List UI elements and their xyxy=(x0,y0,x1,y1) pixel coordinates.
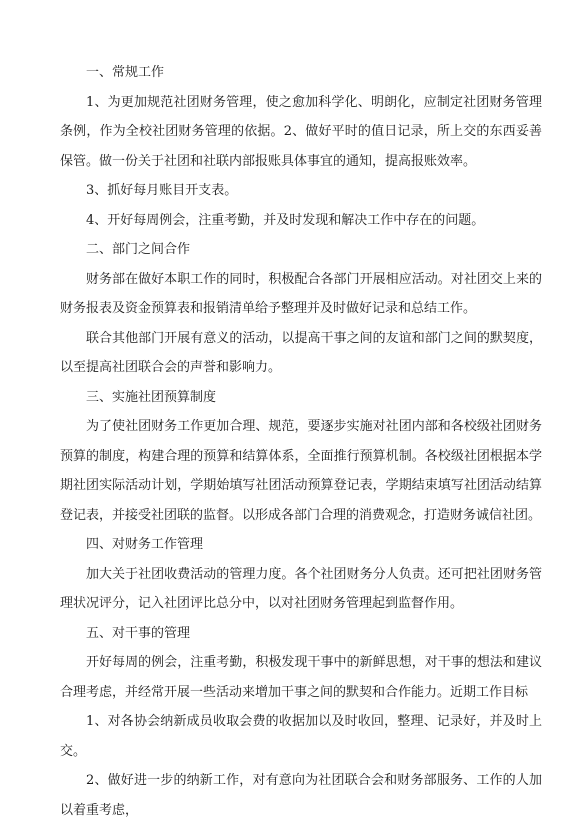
paragraph-membership-fees: 1、对各协会纳新成员收取会费的收据加以及时收回，整理、记录好，并及时上交。 xyxy=(60,714,542,759)
paragraph-finance-regulations: 1、为更加规范社团财务管理，使之愈加科学化、明朗化，应制定社团财务管理条例，作为全校社团财务管理的依据。2、做好平时的值日记录，所上交的东西妥善保管。做一份关于社团和社联内部报账具体事宜的通知，提高报账效率。 xyxy=(60,94,542,169)
paragraph-monthly-accounts: 3、抓好每月账目开支表。 xyxy=(86,183,238,198)
paragraph-budget-system: 为了使社团财务工作更加合理、规范，要逐步实施对社团内部和各校级社团财务预算的制度，构建合理的预算和结算体系，全面推行预算机制。各校级社团根据本学期社团实际活动计划，学期始填写社团活动预算登记表，学期结束填写社团活动结算登记表，并接受社团联的监督。以形成各部门合理的消费观念，打造财务诚信社团。 xyxy=(60,419,542,523)
paragraph-joint-activities: 联合其他部门开展有意义的活动，以提高干事之间的友谊和部门之间的默契度，以至提高社团联合会的声誉和影响力。 xyxy=(60,330,542,375)
paragraph-fee-management: 加大关于社团收费活动的管理力度。各个社团财务分人负责。还可把社团财务管理状况评分，记入社团评比总分中，以对社团财务管理起到监督作用。 xyxy=(60,566,542,611)
section-heading-routine-work: 一、常规工作 xyxy=(86,65,165,80)
section-heading-budget-system: 三、实施社团预算制度 xyxy=(86,389,217,405)
section-heading-finance-management: 四、对财务工作管理 xyxy=(86,537,204,552)
section-heading-staff-management: 五、对干事的管理 xyxy=(86,625,191,641)
section-heading-department-cooperation: 二、部门之间合作 xyxy=(86,242,191,257)
paragraph-weekly-meetings: 4、开好每周例会，注重考勤，并及时发现和解决工作中存在的问题。 xyxy=(86,212,485,228)
paragraph-finance-cooperation: 财务部在做好本职工作的同时，积极配合各部门开展相应活动。对社团交上来的财务报表及资金预算表和报销清单给予整理并及时做好记录和总结工作。 xyxy=(60,271,542,316)
paragraph-recruitment: 2、做好进一步的纳新工作，对有意向为社团联合会和财务部服务、工作的人加以着重考虑， xyxy=(60,773,542,818)
paragraph-staff-meetings: 开好每周的例会，注重考勤，积极发现干事中的新鲜思想，对干事的想法和建议合理考虑，并经常开展一些活动来增加干事之间的默契和合作能力。近期工作目标 xyxy=(60,655,542,700)
